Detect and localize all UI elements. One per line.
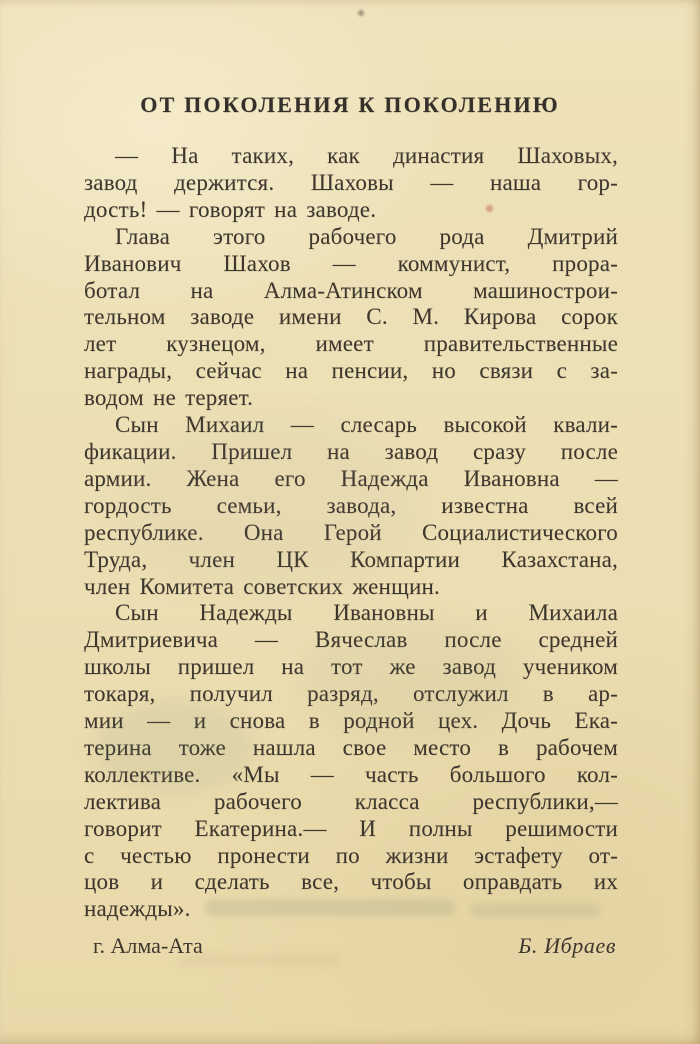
article-body — [84, 143, 618, 923]
article-footer — [84, 932, 618, 959]
text-line: награды, сейчас на пенсии, но связи с за- — [84, 358, 618, 384]
place-label: г. Алма-Ата — [93, 933, 203, 959]
text-line: армии. Жена его Надежда Ивановна — — [84, 465, 618, 491]
text-line: завод держится. Шаховы — наша гор- — [84, 169, 618, 195]
text-line: мии — и снова в родной цех. Дочь Ека- — [84, 708, 618, 734]
text-line: цов и сделать все, чтобы оправдать их — [84, 869, 618, 895]
text-line: коллективе. «Мы — часть большого кол- — [84, 761, 618, 787]
text-line: республике. Она Герой Социалистического — [84, 519, 618, 545]
text-line: токаря, получил разряд, отслужил в ар- — [84, 681, 618, 707]
text-line: лектива рабочего класса республики,— — [84, 788, 618, 814]
text-line: дость! — говорят на заводе. — [84, 196, 377, 222]
text-line: Иванович Шахов — коммунист, прора- — [84, 250, 618, 276]
text-line: — На таких, как династия Шаховых, — [115, 143, 618, 168]
text-line: Глава этого рабочего рода Дмитрий — [115, 223, 618, 249]
text-line: гордость семьи, завода, известна всей — [84, 492, 618, 518]
paragraph — [84, 143, 618, 224]
text-line: лет кузнецом, имеет правительственные — [84, 331, 618, 357]
article-title: ОТ ПОКОЛЕНИЯ К ПОКОЛЕНИЮ — [140, 92, 560, 117]
paragraph — [84, 600, 618, 923]
text-line: говорит Екатерина.— И полны решимости — [84, 815, 618, 841]
paragraph — [84, 224, 618, 412]
text-line: терина тоже нашла свое место в рабочем — [84, 734, 618, 760]
author-signature: Б. Ибраев — [518, 933, 616, 959]
text-line: фикации. Пришел на завод сразу после — [84, 438, 618, 464]
text-line: водом не теряет. — [84, 385, 254, 411]
paragraph — [84, 412, 618, 600]
text-line: член Комитета советских женщин. — [84, 573, 440, 599]
text-line: с честью пронести по жизни эстафету от- — [84, 842, 618, 868]
text-line: школы пришел на тот же завод учеником — [84, 654, 618, 680]
text-line: Сын Надежды Ивановны и Михаила — [115, 600, 618, 626]
text-line: надежды». — [84, 896, 191, 922]
text-line: тельном заводе имени С. М. Кирова сорок — [84, 304, 618, 330]
text-line: Сын Михаил — слесарь высокой квали- — [115, 412, 618, 438]
text-line: Дмитриевича — Вячеслав после средней — [84, 627, 618, 653]
text-line: Труда, член ЦК Компартии Казахстана, — [84, 546, 618, 572]
text-line: ботал на Алма-Атинском машинострои- — [84, 277, 618, 303]
